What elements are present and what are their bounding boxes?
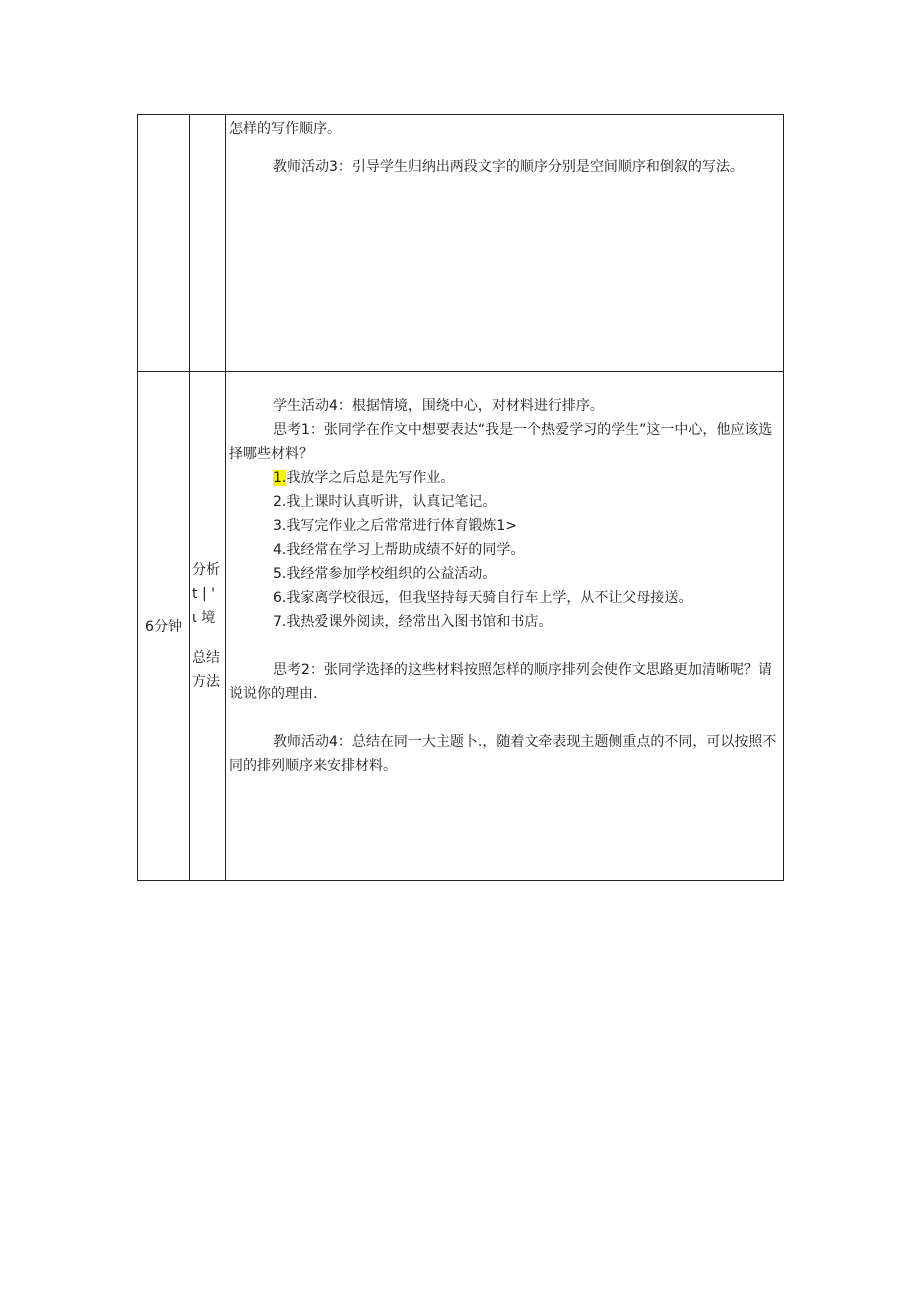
list-item-text: 我放学之后总是先写作业。	[286, 470, 455, 486]
list-item-number: 3.	[273, 518, 287, 534]
list-item-text: 我上课时认真听讲，认真记笔记。	[286, 494, 497, 510]
activity-line-4: 总结	[192, 650, 220, 666]
think-question-2: 思考2：张同学选择的这些材料按照怎样的顺序排列会使作文思路更加清晰呢？请说说你的理由.	[229, 662, 772, 702]
list-item-text: 我家离学校很远，但我坚持每天骑自行车上学，从不让父母接送。	[286, 590, 693, 606]
list-item-text: 我经常在学习上帮助成绩不好的同学。	[286, 542, 525, 558]
list-item	[229, 562, 779, 586]
content-cell	[226, 372, 784, 881]
activity-line-5: 方法	[192, 674, 220, 690]
list-item-number: 5.	[273, 566, 287, 582]
list-item-text: 我热爱课外阅读，经常出入图书馆和书店。	[286, 614, 553, 630]
time-cell: 6分钟	[138, 372, 190, 881]
student-activity-4: 学生活动4：根据情境，围绕中心，对材料进行排序。	[273, 398, 604, 414]
list-item	[229, 514, 779, 538]
activity-line-3: ι 境	[192, 610, 216, 626]
activity-line-2: t | '	[192, 586, 215, 602]
activity-cell	[190, 115, 226, 372]
content-cell	[226, 115, 784, 372]
list-item-number: 6.	[273, 590, 287, 606]
table-row	[138, 372, 784, 881]
list-item-number: 2.	[273, 494, 287, 510]
highlighted-number: 1.	[273, 470, 287, 486]
activity-line-1: 分析	[192, 562, 220, 578]
lesson-plan-table	[137, 114, 784, 881]
list-item-text: 我经常参加学校组织的公益活动。	[286, 566, 497, 582]
list-item-number: 4.	[273, 542, 287, 558]
table-row	[138, 115, 784, 372]
list-item-text: 我写完作业之后常常进行体育锻炼1>	[286, 518, 517, 534]
teacher-activity-4: 教师活动4：总结在同一大主题卜.，随着文牵表现主题侧重点的不同，可以按照不同的排列顺序来安排材料。	[229, 734, 777, 774]
list-item	[229, 538, 779, 562]
teacher-activity-3: 教师活动3：引导学生归纳出两段文字的顺序分别是空间顺序和倒叙的写法。	[273, 159, 744, 175]
list-item	[229, 610, 779, 634]
time-cell	[138, 115, 190, 372]
continuation-text: 怎样的写作顺序。	[229, 121, 341, 137]
list-item	[229, 586, 779, 610]
think-question-1: 思考1：张同学在作文中想要表达“我是一个热爱学习的学生”这一中心，他应该选择哪些材料？	[229, 422, 773, 462]
list-item-number: 7.	[273, 614, 287, 630]
list-item	[229, 490, 779, 514]
activity-cell	[190, 372, 226, 881]
list-item	[229, 466, 779, 490]
